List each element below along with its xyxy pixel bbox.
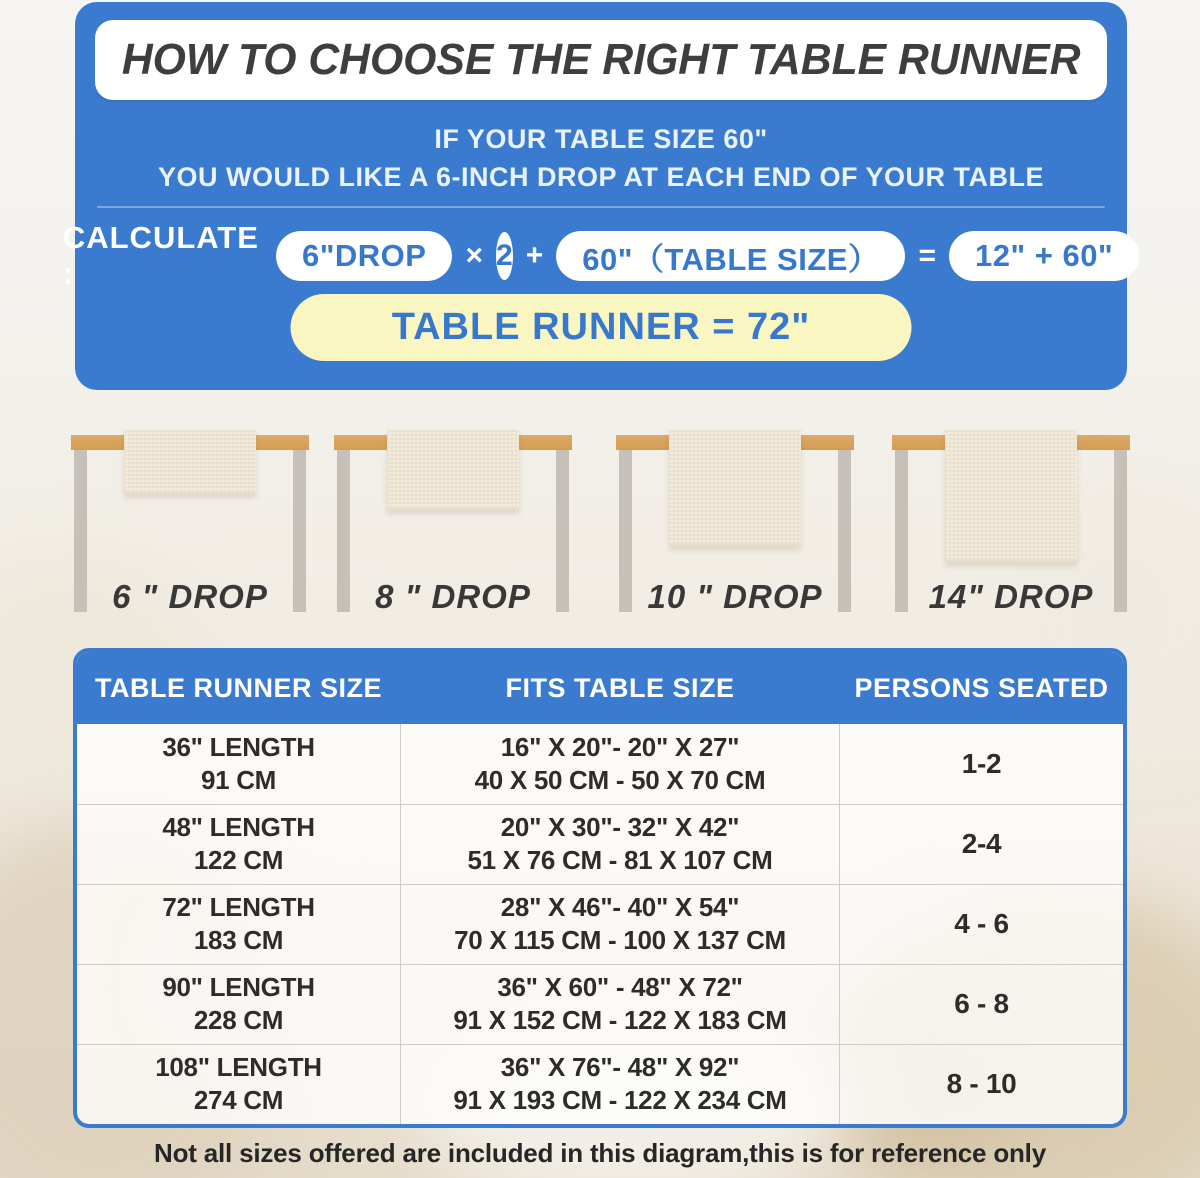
runner-length-inch: 48" LENGTH	[162, 812, 315, 843]
multiplier-badge: 2	[496, 232, 513, 280]
fits-table-size-cell	[400, 724, 840, 804]
sum-pill: 12" + 60"	[949, 231, 1139, 281]
persons-count: 1-2	[961, 747, 1002, 779]
table-runner-graphic	[124, 430, 256, 495]
drop-label: 14" DROP	[928, 578, 1094, 615]
fits-size-cm: 51 X 76 CM - 81 X 107 CM	[467, 845, 773, 875]
subtitle-line-2: YOU WOULD LIKE A 6-INCH DROP AT EACH END OF YOUR TABLE	[157, 162, 1045, 192]
table-runner-graphic	[387, 430, 519, 511]
fits-table-size-cell	[400, 885, 840, 964]
fits-size-inch: 36" X 60" - 48" X 72"	[497, 972, 743, 1003]
persons-count: 8 - 10	[946, 1068, 1017, 1100]
equals-sign: =	[918, 239, 936, 272]
size-chart-row	[77, 964, 1123, 1044]
drop-illustration-6	[71, 430, 309, 625]
runner-size-cell	[77, 1045, 400, 1124]
runner-length-inch: 36" LENGTH	[162, 731, 315, 762]
fits-size-cm: 70 X 115 CM - 100 X 137 CM	[454, 925, 786, 955]
drop-illustration-10	[616, 430, 854, 625]
fits-size-cm: 91 X 152 CM - 122 X 183 CM	[453, 1005, 787, 1035]
plus-sign: +	[525, 239, 544, 272]
size-chart-row	[77, 1044, 1123, 1124]
fits-size-inch: 20" X 30"- 32" X 42"	[500, 812, 740, 843]
drop-illustration-8	[334, 430, 572, 625]
table-runner-graphic	[945, 430, 1077, 563]
runner-length-cm: 274 CM	[193, 1085, 284, 1115]
fits-table-size-cell	[400, 965, 840, 1044]
fits-size-inch: 16" X 20"- 20" X 27"	[500, 731, 740, 762]
persons-seated-cell	[840, 885, 1123, 964]
runner-size-cell	[77, 965, 400, 1044]
fits-size-inch: 36" X 76"- 48" X 92"	[500, 1052, 740, 1083]
drop-illustration-14	[892, 430, 1130, 625]
drop-label: 10 " DROP	[647, 578, 823, 615]
header-banner	[62, 2, 1127, 390]
persons-seated-cell	[840, 965, 1123, 1044]
table-size-pill: 60"（TABLE SIZE）	[556, 231, 905, 281]
persons-seated-cell	[840, 805, 1123, 884]
drop-label: 8 " DROP	[375, 578, 531, 615]
drop-label: 6 " DROP	[112, 578, 268, 615]
multiply-sign: ×	[465, 239, 484, 272]
runner-size-cell	[77, 724, 400, 804]
persons-count: 4 - 6	[954, 908, 1009, 940]
fits-size-cm: 91 X 193 CM - 122 X 234 CM	[453, 1085, 787, 1115]
reference-note: Not all sizes offered are included in this diagram,this is for reference only	[154, 1138, 1046, 1168]
fits-size-inch: 28" X 46"- 40" X 54"	[500, 892, 740, 923]
runner-length-inch: 90" LENGTH	[162, 972, 315, 1003]
fits-table-size-cell	[400, 1045, 840, 1124]
result-text: TABLE RUNNER = 72"	[391, 306, 811, 348]
size-chart-body	[77, 724, 1123, 1124]
runner-size-cell	[77, 805, 400, 884]
calculate-label: CALCULATE :	[62, 220, 259, 291]
size-chart-panel	[73, 648, 1127, 1128]
subtitle-line-1: IF YOUR TABLE SIZE 60"	[434, 124, 768, 154]
runner-length-cm: 183 CM	[193, 925, 284, 955]
persons-count: 2-4	[961, 828, 1002, 860]
fits-table-size-cell	[400, 805, 840, 884]
runner-length-inch: 108" LENGTH	[155, 1052, 322, 1083]
runner-length-cm: 228 CM	[193, 1005, 284, 1035]
column-header-runner-size: TABLE RUNNER SIZE	[94, 672, 382, 703]
runner-size-cell	[77, 885, 400, 964]
size-chart-row	[77, 724, 1123, 804]
size-chart-row	[77, 884, 1123, 964]
page-title: HOW TO CHOOSE THE RIGHT TABLE RUNNER	[121, 35, 1081, 84]
drop-value-pill: 6"DROP	[276, 231, 453, 281]
column-header-fits-table-size: FITS TABLE SIZE	[505, 672, 735, 703]
size-chart-row	[77, 804, 1123, 884]
title-box	[95, 20, 1107, 100]
persons-seated-cell	[840, 1045, 1123, 1124]
persons-seated-cell	[840, 724, 1123, 804]
size-chart-header	[77, 652, 1123, 724]
fits-size-cm: 40 X 50 CM - 50 X 70 CM	[474, 764, 766, 795]
table-runner-graphic	[669, 430, 801, 547]
runner-length-cm: 91 CM	[200, 764, 277, 795]
result-pill	[291, 294, 912, 361]
runner-length-inch: 72" LENGTH	[162, 892, 315, 923]
banner-divider	[97, 206, 1105, 208]
calculation-row	[62, 220, 1127, 291]
persons-count: 6 - 8	[954, 988, 1009, 1020]
runner-length-cm: 122 CM	[193, 845, 284, 875]
column-header-persons-seated: PERSONS SEATED	[854, 672, 1109, 703]
